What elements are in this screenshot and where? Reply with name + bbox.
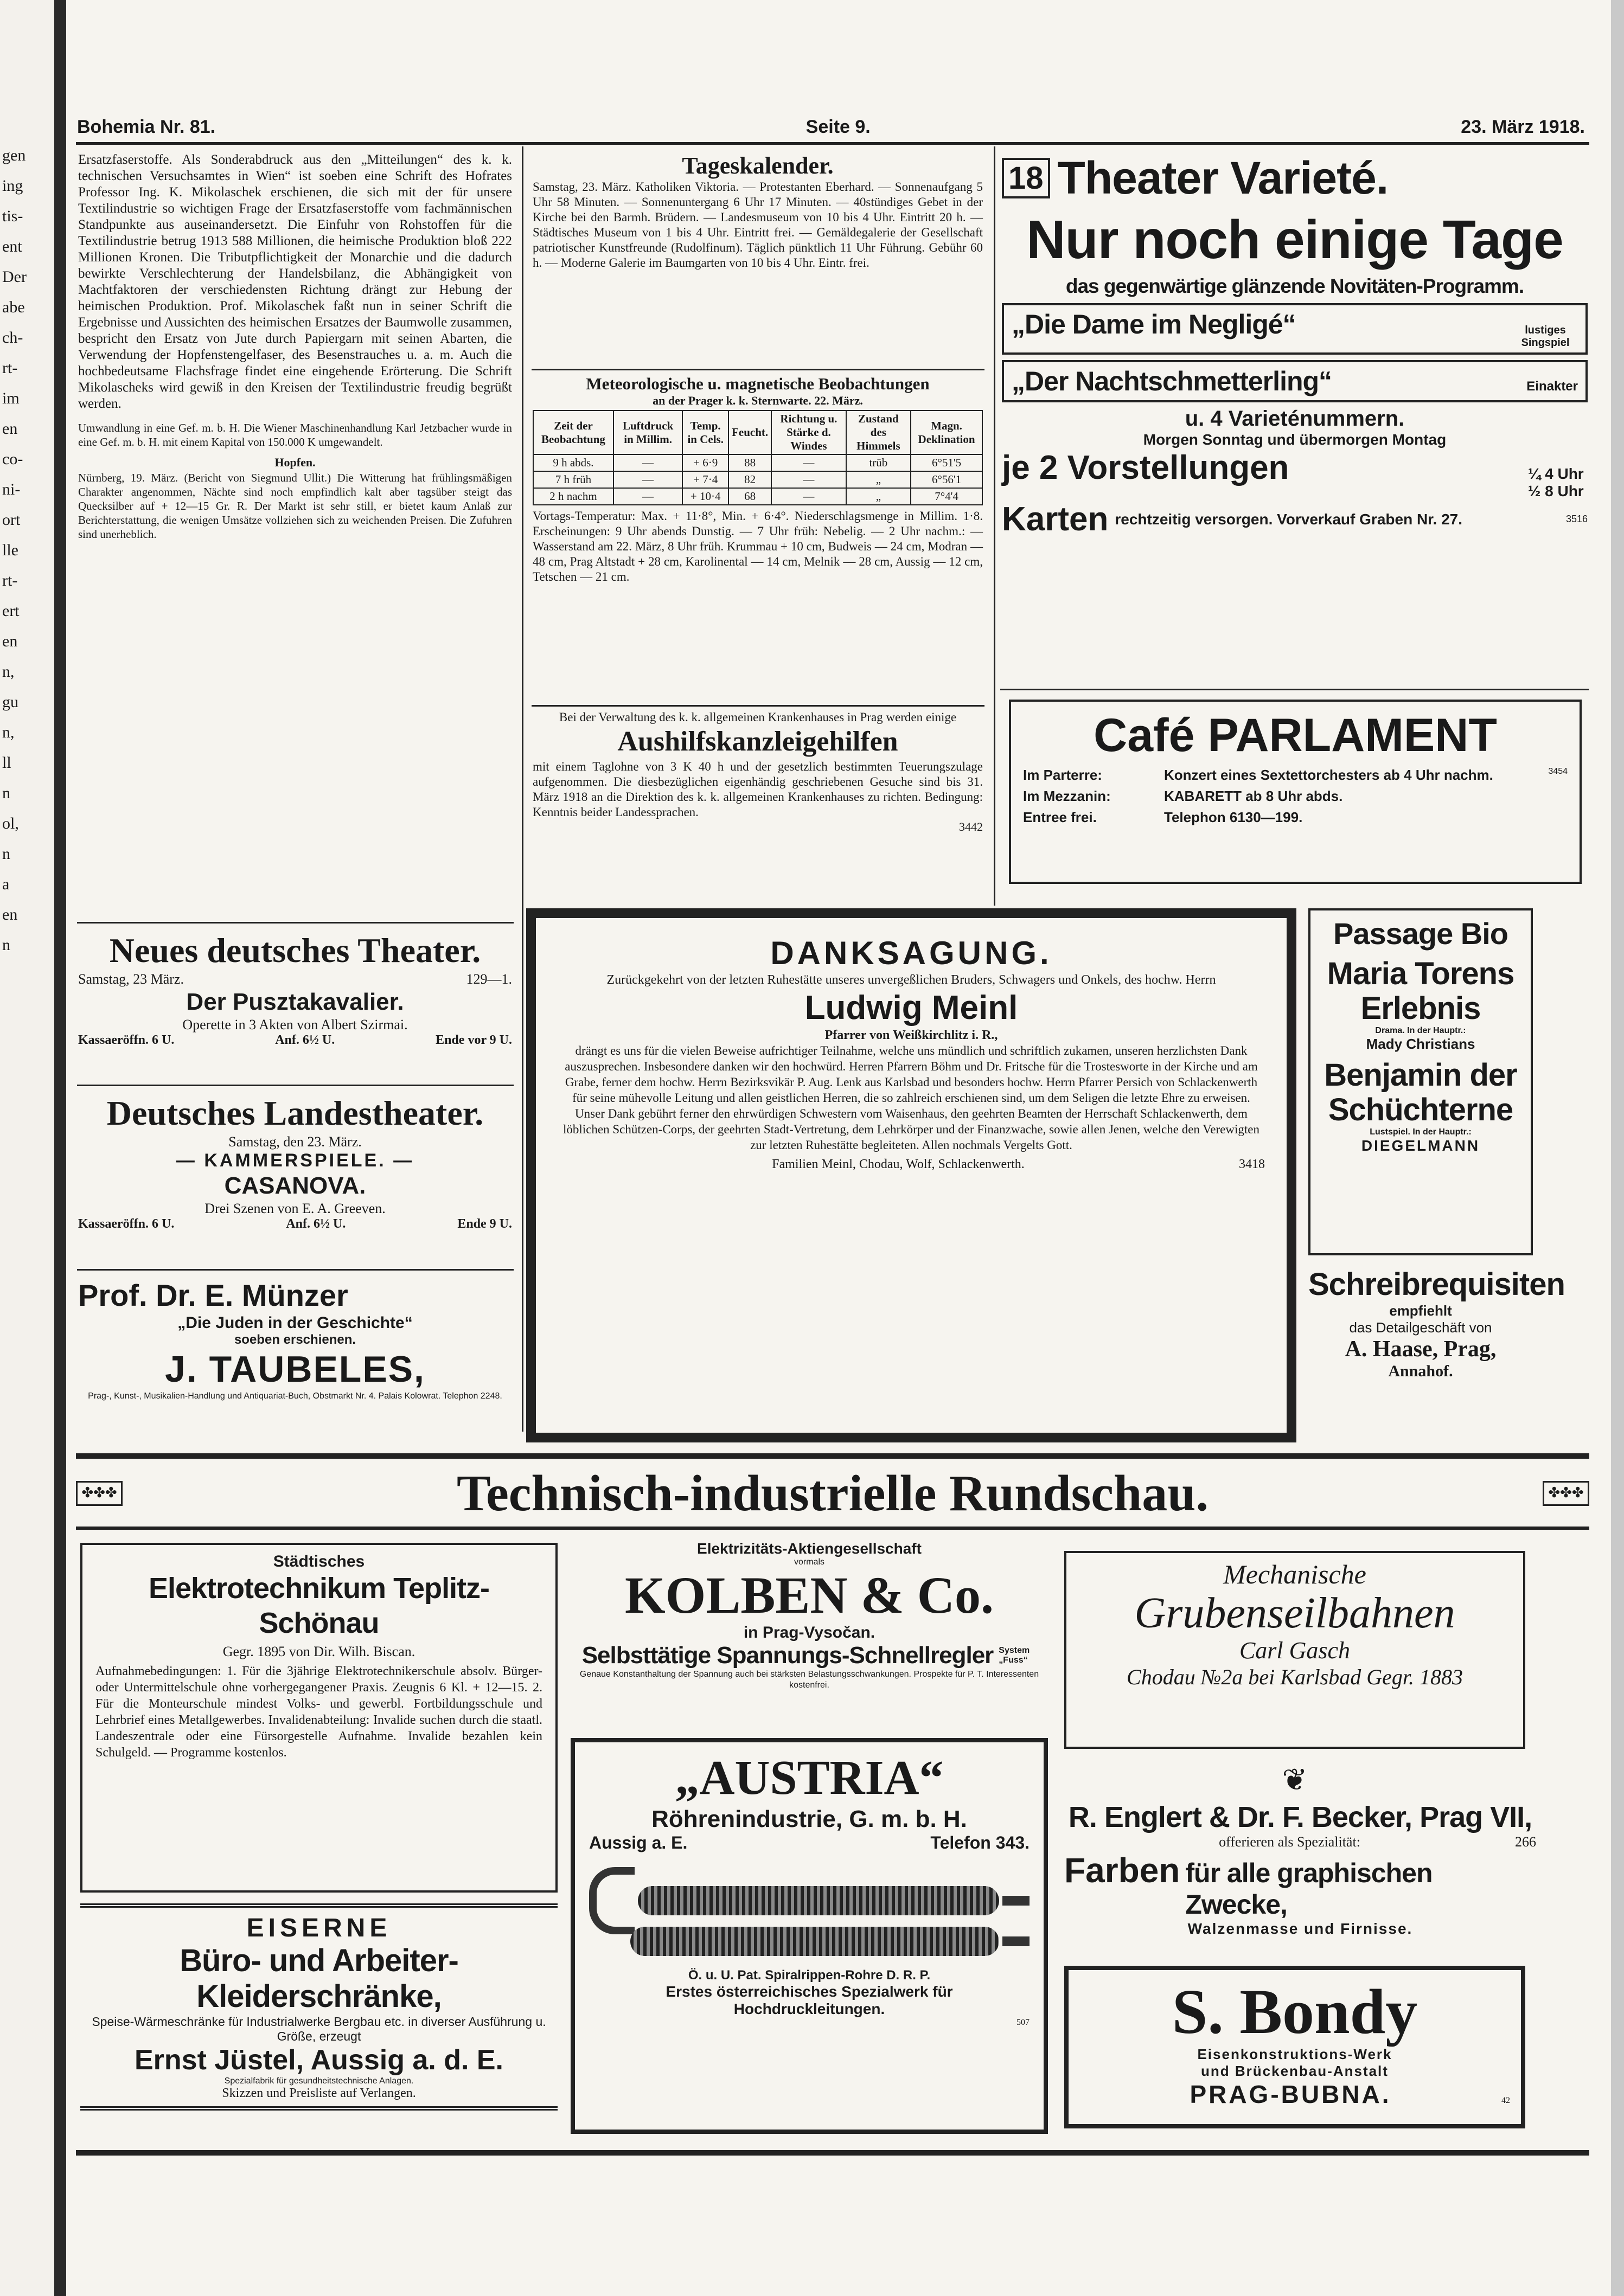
column-rule-2 <box>994 146 995 906</box>
strip-fragment: rt- <box>2 359 18 377</box>
englert-sub: Walzenmasse und Firnisse. <box>1187 1920 1413 1937</box>
meteo-cell: 6°56'1 <box>911 471 982 488</box>
kolben-kicker: Elektrizitäts-Aktiengesellschaft <box>697 1540 922 1557</box>
parlament-title: Café PARLAMENT <box>1094 709 1497 761</box>
variete-line: u. 4 Varieténummern. <box>1185 407 1405 431</box>
krankenhaus-intro: Bei der Verwaltung des k. k. allgemeinen Krankenhauses in Prag werden einige <box>559 710 957 724</box>
ersatzfaser-text: Ersatzfaserstoffe. Als Sonderabdruck aus den „Mitteilungen“ des k. k. technischen Versuchsamtes in Wien“ ist soeben eine Schrift des Hofrates Professor Ing. K. Mikolaschek erschienen, die sich mit der für unsere Textilindustrie so wichtigen Frage der Ersatzfaserstoffe vom fachmännischen Standpunkte aus auseinandersetzt. Die Einfuhr von Rohstoffen für die Textilindustrie betrug 1913 588 Millionen, die heimische Produktion bloß 222 Millionen Kronen. Die Tributpflichtigkeit der Monarchie und die dadurch bewirkte Verschlechterung der Handelsbilanz, die Abhängigkeit von Machtfaktoren der verschiedensten Richtung drängt zur Hebung der heimischen Produktion. Prof. Mikolaschek faßt nun in seiner Schrift die Ergebnisse und Aussichten des heimischen Ersatzes der Baumwolle zusammen, bespricht den Ersatz von Jute durch Papiergarn mit seinen Abarten, die Verwendung der Hopfenstengelfaser, des Besenstrauches u. a. m. Auch die hochbedeutsame Flachsfrage findet eine eingehende Erörterung. Die Schrift Mikolascheks wird gewiß in den Kreisen der Textilindustrie freudig begrüßt werden. <box>78 152 512 411</box>
column-rule-1 <box>522 146 523 1432</box>
neues-theater-code: 129—1. <box>466 971 512 987</box>
meteo-cell: 2 h nachm <box>533 488 613 505</box>
strip-fragment: lle <box>2 541 18 559</box>
landestheater-play: CASANOVA. <box>224 1172 366 1199</box>
variete-uhr: ¼ 4 Uhr ½ 8 Uhr <box>1528 465 1584 499</box>
meteo-cell: + 7·4 <box>682 471 728 488</box>
variete-item1-note: lustiges Singspiel <box>1521 324 1570 349</box>
table-row <box>533 471 982 488</box>
strip-fragment: gen <box>2 146 26 164</box>
strip-fragment: abe <box>2 298 25 316</box>
austria-code: 507 <box>1016 2018 1030 2027</box>
meteo-cell: — <box>613 454 682 471</box>
neues-theater-play: Der Pusztakavalier. <box>186 989 404 1015</box>
neues-theater-day: Samstag, 23 März. <box>78 971 184 987</box>
rundschau-banner <box>76 1464 1589 1523</box>
krankenhaus-ad <box>533 710 983 834</box>
krankenhaus-text: mit einem Taglohne von 3 K 40 h und der gesetzlich bestimmten Teuerungszulage aufgenommen. Die diesbezüglichen eigenhändig geschriebenen Gesuche sind bis 31. März 1918 an die Direktion des k. k. allgemeinen Krankenhauses zu richten. Bedingung: Kenntnis beider Landessprachen. <box>533 760 983 819</box>
meteo-table <box>533 410 983 505</box>
meteo-cell: 88 <box>728 454 771 471</box>
gasch-title1: Mechanische <box>1223 1559 1366 1589</box>
gasch-ad <box>1064 1551 1525 1749</box>
bondy-loc: PRAG-BUBNA. <box>1190 2080 1391 2108</box>
strip-fragment: ing <box>2 177 23 195</box>
variete-karten: Karten <box>1002 501 1109 538</box>
bottom-rule <box>76 2150 1589 2156</box>
meteo-header-row <box>533 411 982 454</box>
meteo-title: Meteorologische u. magnetische Beobachtungen <box>586 374 930 393</box>
parlament-r2a: Im Mezzanin: <box>1023 788 1111 804</box>
kolben-system: System „Fuss“ <box>999 1646 1030 1665</box>
ersatzfaser-article <box>78 152 512 541</box>
landestheater-ad <box>78 1093 512 1232</box>
strip-fragment: n <box>2 936 10 954</box>
meteo-th: Feucht. <box>728 411 771 454</box>
strip-fragment: co- <box>2 450 23 468</box>
landestheater-sub: — KAMMERSPIELE. — <box>176 1150 414 1171</box>
austria-title: „AUSTRIA“ <box>675 1751 944 1805</box>
strip-fragment: gu <box>2 693 18 711</box>
tageskalender-text: Samstag, 23. März. Katholiken Viktoria. — Protestanten Eberhard. — Sonnenaufgang 5 Uhr 58 Minuten. — Sonnenuntergang 6 Uhr 17 Minuten. — 40stündiges Gebet in der Kirche bei den Barmh. Brüdern. — Landesmuseum von 10 bis 4 Uhr. Eintritt 20 h. — Städtisches Museum von 1 bis 4 Uhr. Eintritt frei. — Gemäldegalerie der Gesellschaft patriotischer Kunstfreunde (Rudolfinum). Täglich pünktlich 11 Uhr Führung. Gebühr 60 h. — Moderne Galerie im Baumgarten von 10 bis 4 Uhr. Eintr. frei. <box>533 180 983 270</box>
englert-code: 266 <box>1515 1834 1536 1850</box>
umwandlung-note: Umwandlung in eine Gef. m. b. H. Die Wiener Maschinenhandlung Karl Jetzbacher wurde in eine Gef. m. b. H. mit einem Kapital von 150.000 K umgewandelt. <box>78 421 512 448</box>
haase-sub: empfiehlt <box>1389 1303 1452 1319</box>
teplitz-text: Aufnahmebedingungen: 1. Für die 3jährige Elektrotechnikerschule absolv. Bürger- oder Untermittelschule ohne vorhergegangener Praxis. Zeugnis 6 Kl. + 12—15. 2. Für die Monteurschule mindest Volks- und gewerbl. Fortbildungsschule und Lehrbrief eines Metallgewerbes. Invalidenabteilung: Invalide suchen durch die staatl. Landeszentrale oder eine Fürsorgestelle Aufnahme. Invalide bezahlen kein Schulgeld. — Programme kostenlos. <box>95 1664 542 1760</box>
strip-fragment: im <box>2 389 20 407</box>
muenzer-work: „Die Juden in der Geschichte“ <box>177 1314 413 1332</box>
header-left: Bohemia Nr. 81. <box>77 117 216 137</box>
ornament-right-icon: ✤✤✤ <box>1543 1481 1589 1506</box>
strip-fragment: n <box>2 784 10 802</box>
danksagung-text: drängt es uns für die vielen Beweise aufrichtiger Teilnahme, welche uns mündlich und schriftlich zukamen, unseren herzlichsten Dank auszusprechen. Insbesondere danken wir den hochwürd. Herren Pfarrern Böhm und Dr. Fritsche für die Trostesworte in der Kirche und am Grabe, ferner dem hochw. Herrn Bezirksvikär P. Aug. Lenk aus Karlsbad und besonders hochw. Herrn Pfarrer Persich von Schlackenwerth für seine mühevolle Leitung und allen geistlichen Herren, die so zahlreich erschienen sind, um dem Seligen die letzte Ehre zu erweisen. Unser Dank gebührt ferner den ehrwürdigen Schwestern vom Waisenhaus, den geehrten Beamten der Herrschaft Schlackenwerth, dem löblichen Schützen-Corps, der geehrten Stadt-Vertretung, dem Lehrkörper und der Finanzwache, sowie allen Jenen, welche den Verewigten zur letzten Ruhestätte begleiteten. Allen nochmals Vergelts Gott. <box>563 1044 1259 1152</box>
page-header <box>77 117 1585 138</box>
austria-sub: Röhrenindustrie, G. m. b. H. <box>651 1806 967 1832</box>
coiled-pipe-icon <box>589 1867 1030 1956</box>
neues-theater-kassa: Kassaeröffn. 6 U. <box>78 1033 175 1047</box>
variete-item2-note: Einakter <box>1526 379 1578 394</box>
meteo-cell: — <box>771 488 846 505</box>
variete-item2: „Der Nachtschmetterling“ <box>1012 366 1332 396</box>
strip-fragment: ni- <box>2 480 21 498</box>
juestel-ad <box>80 1903 558 2111</box>
landestheater-desc: Drei Szenen von E. A. Greeven. <box>204 1201 386 1216</box>
englert-ad <box>1064 1800 1536 1938</box>
rule-c3-a <box>1000 689 1589 690</box>
muenzer-address: Prag-, Kunst-, Musikalien-Handlung und Antiquariat-Buch, Obstmarkt Nr. 4. Palais Kolowrat. Telephon 2248. <box>88 1391 502 1401</box>
passage-film1-note: Drama. In der Hauptr.: <box>1375 1026 1466 1035</box>
parlament-r1b: Konzert eines Sextettorchesters ab 4 Uhr nachm. <box>1164 767 1493 783</box>
bondy-name: S. Bondy <box>1172 1976 1418 2047</box>
newspaper-page <box>66 0 1611 2296</box>
variete-title: Theater Varieté. <box>1057 152 1389 203</box>
gasch-addr: Chodau №2a bei Karlsbad Gegr. 1883 <box>1127 1665 1463 1689</box>
teplitz-kicker: Städtisches <box>273 1553 365 1570</box>
muenzer-note: soeben erschienen. <box>234 1332 356 1347</box>
danksagung-body <box>558 934 1265 1172</box>
table-row <box>533 488 982 505</box>
kolben-ad <box>565 1540 1053 1691</box>
variete-desc: das gegenwärtige glänzende Novitäten-Programm. <box>1065 275 1524 297</box>
danksagung-code: 3418 <box>1239 1157 1265 1171</box>
variete-code: 3516 <box>1565 514 1588 524</box>
muenzer-publisher: J. TAUBELES, <box>165 1349 425 1390</box>
meteo-cell: 6°51'5 <box>911 454 982 471</box>
meteo-cell: 7°4'4 <box>911 488 982 505</box>
landestheater-day: Samstag, den 23. März. <box>228 1134 362 1150</box>
hopfen-text: Nürnberg, 19. März. (Bericht von Siegmund Ullit.) Die Witterung hat frühlingsmäßigen Charakter angenommen, Nächte sind noch empfindlich kalt aber tagsüber steigt das Quecksilber auf + 12—15 Gr. R. Der Markt ist sehr still, er bietet kaum Anlaß zur Berichterstattung, die wenigen Umsätze vollziehen sich zu weichenden Preisen. Die Zufuhren sind unerheblich. <box>78 471 512 541</box>
strip-fragment: a <box>2 875 10 893</box>
neues-theater-anf: Anf. 6½ U. <box>275 1033 335 1047</box>
rundschau-rule-bottom <box>76 1527 1589 1530</box>
strip-fragment: ort <box>2 511 21 529</box>
hopfen-title: Hopfen. <box>274 456 316 469</box>
rule-c1-a <box>77 922 514 923</box>
kolben-name: KOLBEN & Co. <box>624 1566 994 1624</box>
variete-num: 18 <box>1002 158 1050 198</box>
meteo-cell: „ <box>846 488 911 505</box>
krankenhaus-title: Aushilfskanzleigehilfen <box>617 726 898 757</box>
englert-big2: für alle graphischen Zwecke, <box>1185 1858 1433 1920</box>
passage-film1: Maria Torens Erlebnis <box>1327 956 1514 1026</box>
rule-c2-a <box>532 369 984 370</box>
landestheater-title: Deutsches Landestheater. <box>106 1094 484 1132</box>
meteo-th: Richtung u. Stärke d. Windes <box>771 411 846 454</box>
neues-theater-ende: Ende vor 9 U. <box>436 1033 512 1047</box>
strip-fragment: ch- <box>2 329 23 347</box>
haase-name: A. Haase, Prag, <box>1345 1337 1497 1362</box>
passage-film2: Benjamin der Schüchterne <box>1324 1057 1517 1127</box>
strip-fragment: Der <box>2 268 27 286</box>
header-rule <box>76 142 1589 145</box>
parlament-ad <box>1009 700 1582 884</box>
haase-ad <box>1308 1266 1565 1381</box>
muenzer-ad <box>78 1277 512 1402</box>
parlament-r2b: KABARETT ab 8 Uhr abds. <box>1164 788 1343 804</box>
strip-fragment: rt- <box>2 572 18 589</box>
meteo-cell: — <box>613 488 682 505</box>
meteo-text: Vortags-Temperatur: Max. + 11·8°, Min. + 6·4°. Niederschlagsmenge in Millim. 1·8. Erscheinungen: 9 Uhr abends Dunstig. — 7 Uhr früh: Nebelig. — 2 Uhr nachm.: — Wasserstand am 22. März, 8 Uhr früh. Krummau + 10 cm, Budweis — 24 cm, Modran — 48 cm, Prag Altstadt + 28 cm, Karolinental — 14 cm, Melnik — 28 cm, Aussig — 12 cm, Tetschen — 21 cm. <box>533 509 983 583</box>
strip-fragment: ol, <box>2 814 19 832</box>
juestel-big: Büro- und Arbeiter-Kleiderschränke, <box>180 1943 458 2014</box>
austria-pat: Ö. u. U. Pat. Spiralrippen-Rohre D. R. P. <box>688 1968 931 1983</box>
austria-ad <box>571 1738 1048 2134</box>
header-right: 23. März 1918. <box>1461 117 1585 137</box>
teplitz-ad <box>80 1543 558 1893</box>
neues-theater-ad <box>78 930 512 1048</box>
meteo-th: Zeit der Beobachtung <box>533 411 613 454</box>
muenzer-author: Prof. Dr. E. Münzer <box>78 1278 348 1312</box>
strip-fragment: en <box>2 906 18 923</box>
austria-tel: Telefon 343. <box>930 1833 1030 1852</box>
meteo-cell: 7 h früh <box>533 471 613 488</box>
variete-big: Nur noch einige Tage <box>1026 209 1563 270</box>
meteo-cell: — <box>771 471 846 488</box>
bondy-text2: und Brückenbau-Anstalt <box>1201 2063 1389 2079</box>
austria-foot: Erstes österreichisches Spezialwerk für Hochdruckleitungen. <box>666 1983 953 2017</box>
passage-film1-star: Mady Christians <box>1366 1036 1475 1052</box>
header-center: Seite 9. <box>805 117 871 137</box>
danksagung-frame <box>526 908 1296 1442</box>
kolben-text: Genaue Konstanthaltung der Spannung auch bei stärksten Belastungsschwankungen. Prospekte für P. T. Interessenten kostenfrei. <box>579 1670 1039 1690</box>
variete-vorst: je 2 Vorstellungen <box>1002 449 1289 486</box>
meteo-cell: 82 <box>728 471 771 488</box>
page-gutter <box>54 0 66 2296</box>
neues-theater-title: Neues deutsches Theater. <box>109 931 481 970</box>
meteo-th: Luftdruck in Millim. <box>613 411 682 454</box>
gasch-name: Carl Gasch <box>1239 1637 1351 1664</box>
strip-fragment: n, <box>2 723 15 741</box>
danksagung-name: Ludwig Meinl <box>804 989 1018 1027</box>
strip-fragment: en <box>2 632 18 650</box>
englert-name: R. Englert & Dr. F. Becker, Prag VII, <box>1068 1801 1532 1833</box>
juestel-title: EISERNE <box>246 1914 392 1942</box>
englert-big1: Farben <box>1064 1851 1180 1890</box>
meteo-cell: + 10·4 <box>682 488 728 505</box>
meteo-th: Temp. in Cels. <box>682 411 728 454</box>
rundschau-title: Technisch-industrielle Rundschau. <box>457 1465 1209 1522</box>
parlament-r1a: Im Parterre: <box>1023 767 1102 783</box>
passage-film2-star: DIEGELMANN <box>1361 1137 1480 1154</box>
table-row <box>533 454 982 471</box>
passage-bio-ad <box>1308 908 1533 1255</box>
strip-fragment: n, <box>2 663 15 681</box>
passage-film2-note: Lustspiel. In der Hauptr.: <box>1370 1127 1472 1137</box>
danksagung-intro: Zurückgekehrt von der letzten Ruhestätte unseres unvergeßlichen Bruders, Schwagers und Onkels, des hochw. Herrn <box>606 973 1216 987</box>
rule-c1-b <box>77 1085 514 1086</box>
strip-fragment: ll <box>2 754 11 772</box>
eagle-icon: ❦ <box>1282 1763 1308 1797</box>
juestel-foot: Skizzen und Preisliste auf Verlangen. <box>222 2086 416 2100</box>
meteo-cell: 9 h abds. <box>533 454 613 471</box>
juestel-spec: Spezialfabrik für gesundheitstechnische Anlagen. <box>224 2076 414 2086</box>
meteo-cell: — <box>771 454 846 471</box>
rule-c1-c <box>77 1269 514 1271</box>
kolben-prod: Selbsttätige Spannungs-Schnellregler <box>581 1642 994 1669</box>
meteo-sub: an der Prager k. k. Sternwarte. 22. März. <box>653 394 863 407</box>
neues-theater-desc: Operette in 3 Akten von Albert Szirmai. <box>182 1017 408 1032</box>
haase-sub2: das Detailgeschäft von <box>1349 1319 1492 1336</box>
parlament-r3a: Entree frei. <box>1023 809 1097 825</box>
variete-karten-note: rechtzeitig versorgen. Vorverkauf Graben Nr. 27. <box>1115 510 1462 528</box>
landestheater-ende: Ende 9 U. <box>457 1217 512 1231</box>
juestel-text: Speise-Wärmeschränke für Industrialwerke Bergbau etc. in diverser Ausführung u. Größe, erzeugt <box>92 2015 546 2043</box>
teplitz-title: Elektrotechnikum Teplitz-Schönau <box>148 1572 490 1639</box>
meteo-cell: „ <box>846 471 911 488</box>
variete-item1: „Die Dame im Negligé“ <box>1012 309 1296 339</box>
danksagung-role: Pfarrer von Weißkirchlitz i. R., <box>824 1028 998 1042</box>
englert-offer: offerieren als Spezialität: <box>1219 1834 1360 1850</box>
meteo-th: Magn. Deklination <box>911 411 982 454</box>
ornament-left-icon: ✤✤✤ <box>76 1481 123 1506</box>
bondy-code: 42 <box>1501 2096 1510 2105</box>
bondy-text1: Eisenkonstruktions-Werk <box>1197 2046 1392 2062</box>
parlament-r1c: 3454 <box>1548 767 1568 776</box>
danksagung-title: DANKSAGUNG. <box>770 935 1052 971</box>
juestel-name: Ernst Jüstel, Aussig a. d. E. <box>134 2044 504 2076</box>
danksagung-sign: Familien Meinl, Chodau, Wolf, Schlackenwerth. <box>772 1157 1025 1171</box>
meteo-block <box>533 374 983 585</box>
austria-loc: Aussig a. E. <box>589 1833 688 1852</box>
meteo-cell: — <box>613 471 682 488</box>
strip-fragment: en <box>2 420 18 438</box>
meteo-cell: trüb <box>846 454 911 471</box>
meteo-th: Zustand des Himmels <box>846 411 911 454</box>
rundschau-rule-top <box>76 1453 1589 1459</box>
strip-fragment: n <box>2 845 10 863</box>
landestheater-kassa: Kassaeröffn. 6 U. <box>78 1217 175 1231</box>
landestheater-anf: Anf. 6½ U. <box>286 1217 346 1231</box>
meteo-cell: + 6·9 <box>682 454 728 471</box>
variete-ad <box>1002 152 1588 538</box>
kolben-vormals: vormals <box>794 1557 824 1567</box>
kolben-loc: in Prag-Vysočan. <box>743 1624 875 1641</box>
strip-fragment: ent <box>2 238 22 255</box>
bondy-ad <box>1064 1966 1525 2128</box>
parlament-r3b: Telephon 6130—199. <box>1164 809 1303 825</box>
haase-title: Schreibrequisiten <box>1308 1267 1565 1302</box>
tageskalender <box>533 152 983 271</box>
krankenhaus-code: 3442 <box>959 820 983 833</box>
strip-fragment: tis- <box>2 207 23 225</box>
neighbour-page-strip <box>0 0 54 2296</box>
meteo-cell: 68 <box>728 488 771 505</box>
strip-fragment: ert <box>2 602 20 620</box>
tageskalender-title: Tageskalender. <box>682 152 834 179</box>
variete-morgen: Morgen Sonntag und übermorgen Montag <box>1143 431 1447 448</box>
gasch-title2: Grubenseilbahnen <box>1134 1589 1455 1637</box>
haase-addr: Annahof. <box>1388 1362 1453 1380</box>
passage-title: Passage Bio <box>1333 916 1508 951</box>
rule-c2-b <box>532 705 984 707</box>
teplitz-gegr: Gegr. 1895 von Dir. Wilh. Biscan. <box>222 1644 415 1659</box>
